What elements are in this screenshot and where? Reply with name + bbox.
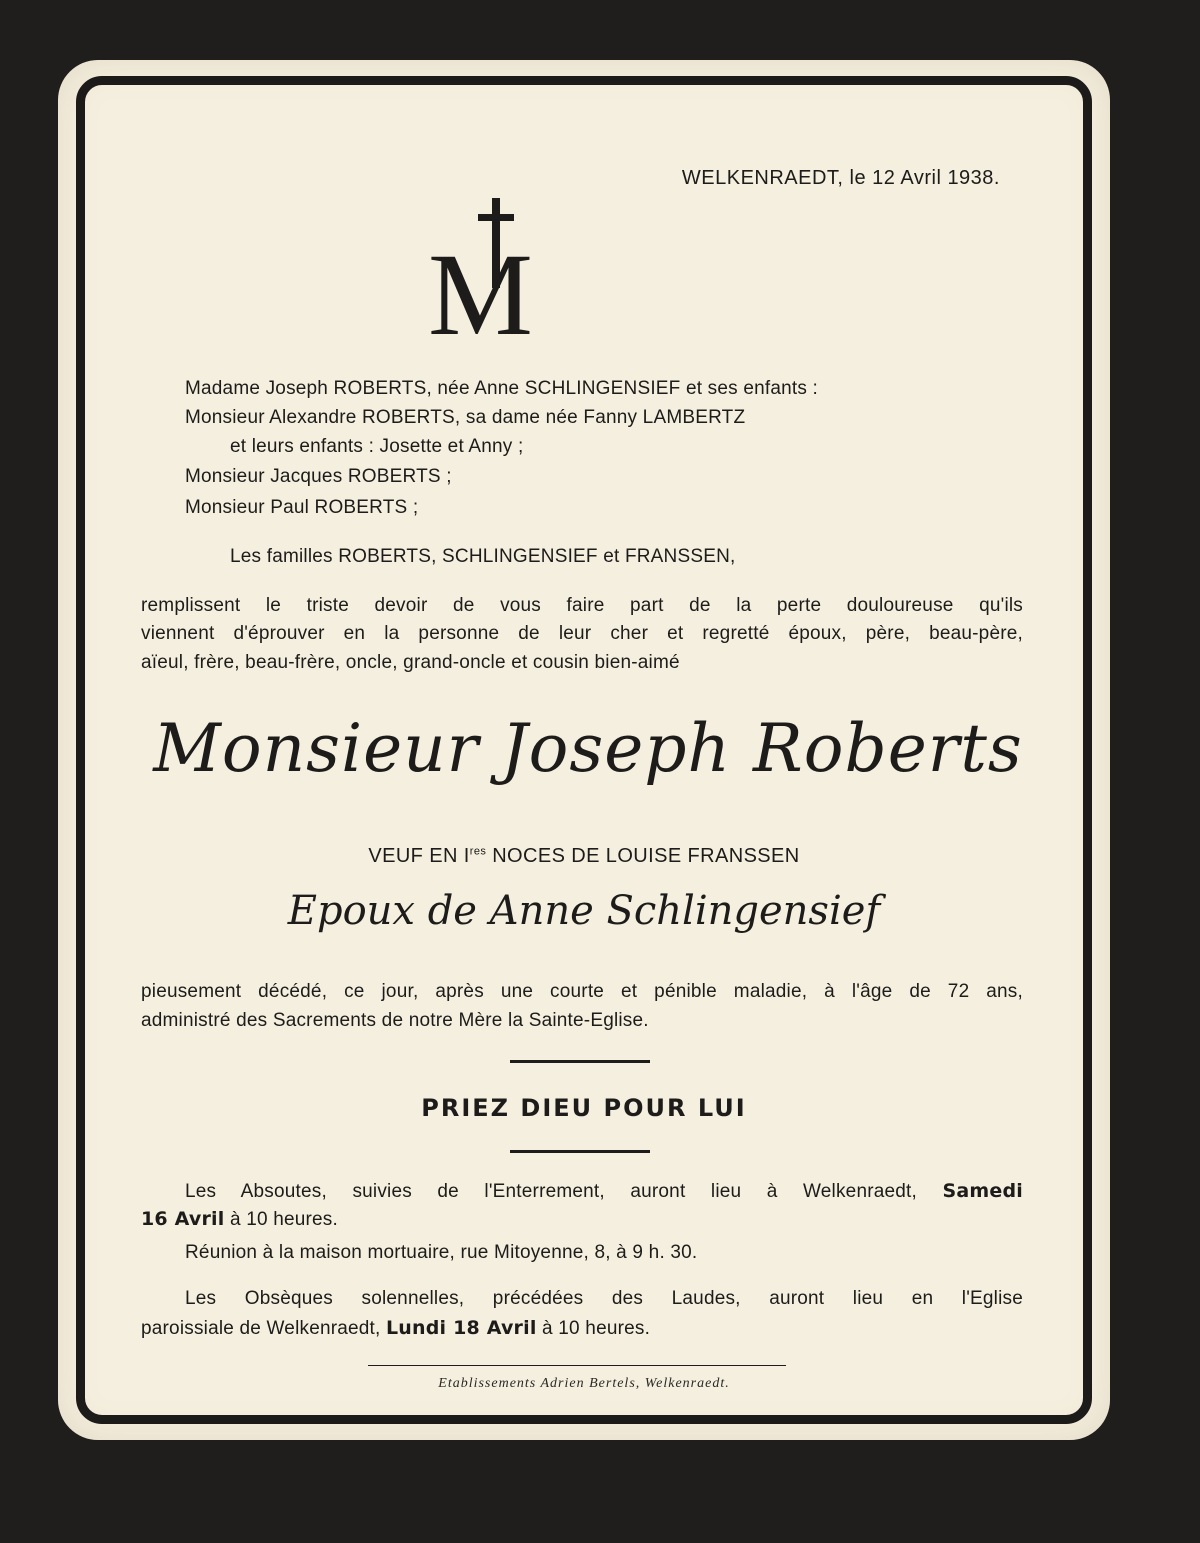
widower-line bbox=[58, 845, 1110, 868]
widower-prefix: VEUF EN I bbox=[368, 845, 470, 867]
ceremony-line-1 bbox=[185, 1180, 1023, 1203]
obseques-line-1: Les Obsèques solennelles, précédées des Laudes, auront lieu en l'Eglise bbox=[185, 1288, 1023, 1309]
ceremony-time: à 10 heures. bbox=[224, 1209, 338, 1230]
ceremony-line-2 bbox=[141, 1208, 338, 1231]
family-line-2: Monsieur Alexandre ROBERTS, sa dame née Fanny LAMBERTZ bbox=[185, 407, 746, 428]
reunion-line: Réunion à la maison mortuaire, rue Mitoyenne, 8, à 9 h. 30. bbox=[185, 1242, 698, 1263]
cross-m-monogram-icon bbox=[418, 198, 568, 360]
divider-bottom bbox=[510, 1150, 650, 1153]
deceased-name: Monsieur Joseph Roberts bbox=[153, 710, 1023, 787]
obseques-parish-text: paroissiale de Welkenraedt, bbox=[141, 1318, 386, 1339]
family-line-5: Monsieur Paul ROBERTS ; bbox=[185, 497, 419, 518]
obseques-line-2 bbox=[141, 1317, 650, 1340]
family-line-6: Les familles ROBERTS, SCHLINGENSIEF et FRANSSEN, bbox=[230, 546, 736, 567]
spouse-line: Epoux de Anne Schlingensief bbox=[287, 888, 881, 934]
monogram-letter: M bbox=[428, 229, 533, 360]
printer-rule bbox=[368, 1365, 786, 1366]
prayer-heading: PRIEZ DIEU POUR LUI bbox=[421, 1094, 747, 1122]
obseques-time: à 10 heures. bbox=[536, 1318, 651, 1339]
date-line: WELKENRAEDT, le 12 Avril 1938. bbox=[681, 167, 1000, 189]
family-line-4: Monsieur Jacques ROBERTS ; bbox=[185, 466, 452, 487]
family-line-3: et leurs enfants : Josette et Anny ; bbox=[230, 436, 524, 457]
memorial-card bbox=[58, 60, 1110, 1440]
announcement-line-2: viennent d'éprouver en la personne de leur cher et regretté époux, père, beau-père, bbox=[141, 623, 1023, 644]
announcement-line-3: aïeul, frère, beau-frère, oncle, grand-oncle et cousin bien-aimé bbox=[141, 652, 680, 673]
widower-suffix: NOCES DE LOUISE FRANSSEN bbox=[486, 845, 800, 867]
death-line-1: pieusement décédé, ce jour, après une courte et pénible maladie, à l'âge de 72 ans, bbox=[141, 981, 1023, 1002]
ceremony-day: Samedi bbox=[942, 1180, 1023, 1202]
printer-credit: Etablissements Adrien Bertels, Welkenraedt. bbox=[438, 1376, 730, 1391]
announcement-line-1: remplissent le triste devoir de vous faire part de la perte douloureuse qu'ils bbox=[141, 595, 1023, 616]
widower-superscript: res bbox=[469, 845, 487, 858]
divider-top bbox=[510, 1060, 650, 1063]
death-line-2: administré des Sacrements de notre Mère la Sainte-Eglise. bbox=[141, 1010, 649, 1031]
obseques-date: Lundi 18 Avril bbox=[386, 1317, 537, 1339]
ceremony-absoutes-text: Les Absoutes, suivies de l'Enterrement, auront lieu à Welkenraedt, bbox=[185, 1181, 943, 1202]
family-line-1: Madame Joseph ROBERTS, née Anne SCHLINGENSIEF et ses enfants : bbox=[185, 378, 819, 399]
ceremony-date: 16 Avril bbox=[141, 1208, 225, 1230]
